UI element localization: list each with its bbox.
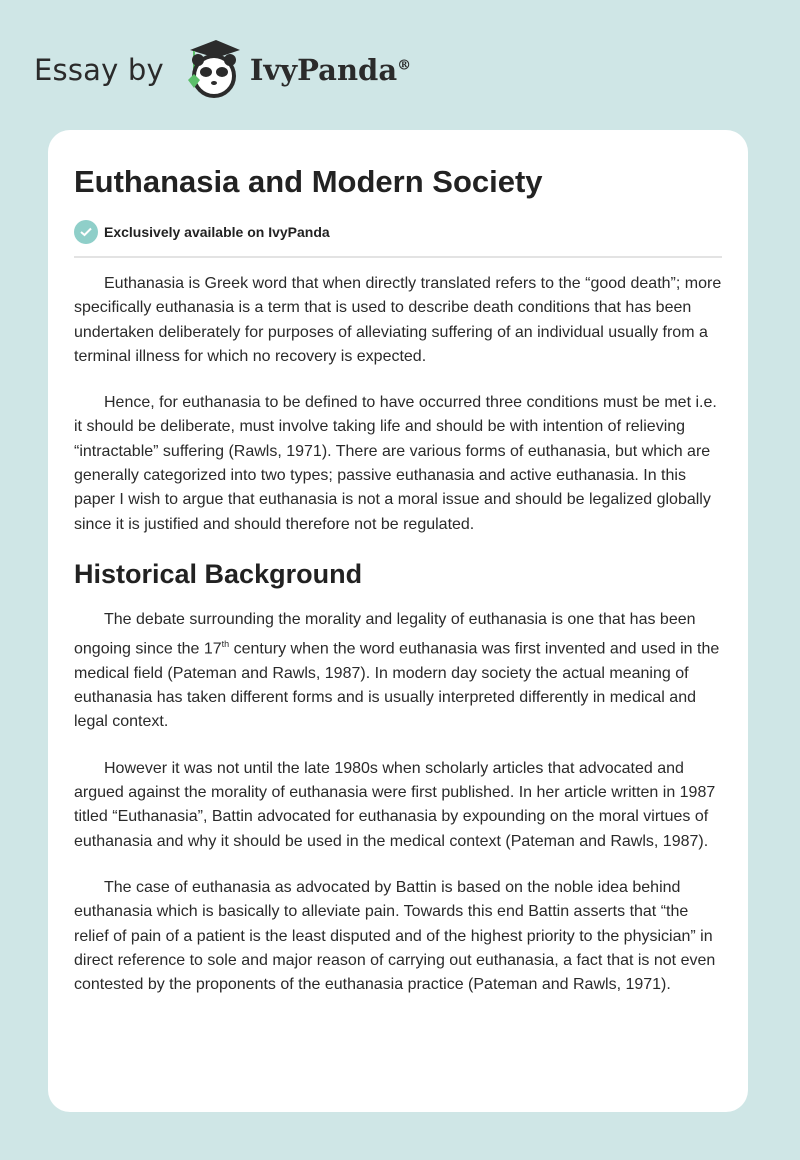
site-header [34,38,411,102]
divider [74,256,722,258]
brand-text: IvyPanda [249,53,398,87]
badge-text: Exclusively available on IvyPanda [104,224,330,240]
essay-by-label: Essay by [34,53,164,87]
paragraph [74,608,722,735]
registered-mark: ® [397,57,412,74]
section-heading: Historical Background [74,558,363,589]
paragraph: Euthanasia is Greek word that when directly translated refers to the “good death”; more specifically euthanasia is a term that is used to describe death conditions that has been undertaken deliberately for purposes of alleviating suffering of an individual usually from a terminal illness for which no recovery is expected. [74,275,722,365]
panda-logo-icon[interactable] [184,36,240,105]
paragraph-text: The debate surrounding the morality and legality of euthanasia is one that has been ongoing since the 17 [74,610,696,658]
page-title: Euthanasia and Modern Society [74,164,543,199]
paragraph: Hence, for euthanasia to be defined to have occurred three conditions must be met i.e. it should be deliberate, must involve taking life and should be with intention of relieving “intractable” suffering (Rawls, 1971). There are various forms of euthanasia, but which are generally categorized into two types; passive euthanasia and active euthanasia. In this paper I wish to argue that euthanasia is not a moral issue and should be legalized globally since it is justified and should therefore not be regulated. [74,394,717,533]
paragraph: However it was not until the late 1980s when scholarly articles that advocated and argued against the morality of euthanasia were first published. In her article written in 1987 titled “Euthanasia”, Battin advocated for euthanasia by expounding on the moral virtues of euthanasia and why it should be used in the medical context (Pateman and Rawls, 1987). [74,759,716,850]
paragraph-text: century when the word euthanasia was first invented and used in the medical field (Pateman and Rawls, 1987). In modern day society the actual meaning of euthanasia has taken different forms and is usually interpreted differently in medical and legal context. [74,640,720,731]
brand-name[interactable] [250,53,411,87]
check-icon [74,220,98,244]
paragraph: The case of euthanasia as advocated by Battin is based on the noble idea behind euthanasia which is basically to alleviate pain. Towards this end Battin asserts that “the relief of pain of a patient is the least disputed and of the highest priority to the physician” in direct reference to sole and major reason of carrying out euthanasia, a fact that is not even contested by the proponents of the euthanasia practice (Pateman and Rawls, 1971). [74,878,716,994]
exclusive-badge [74,220,722,244]
essay-card [48,130,748,1112]
superscript: th [221,639,230,650]
